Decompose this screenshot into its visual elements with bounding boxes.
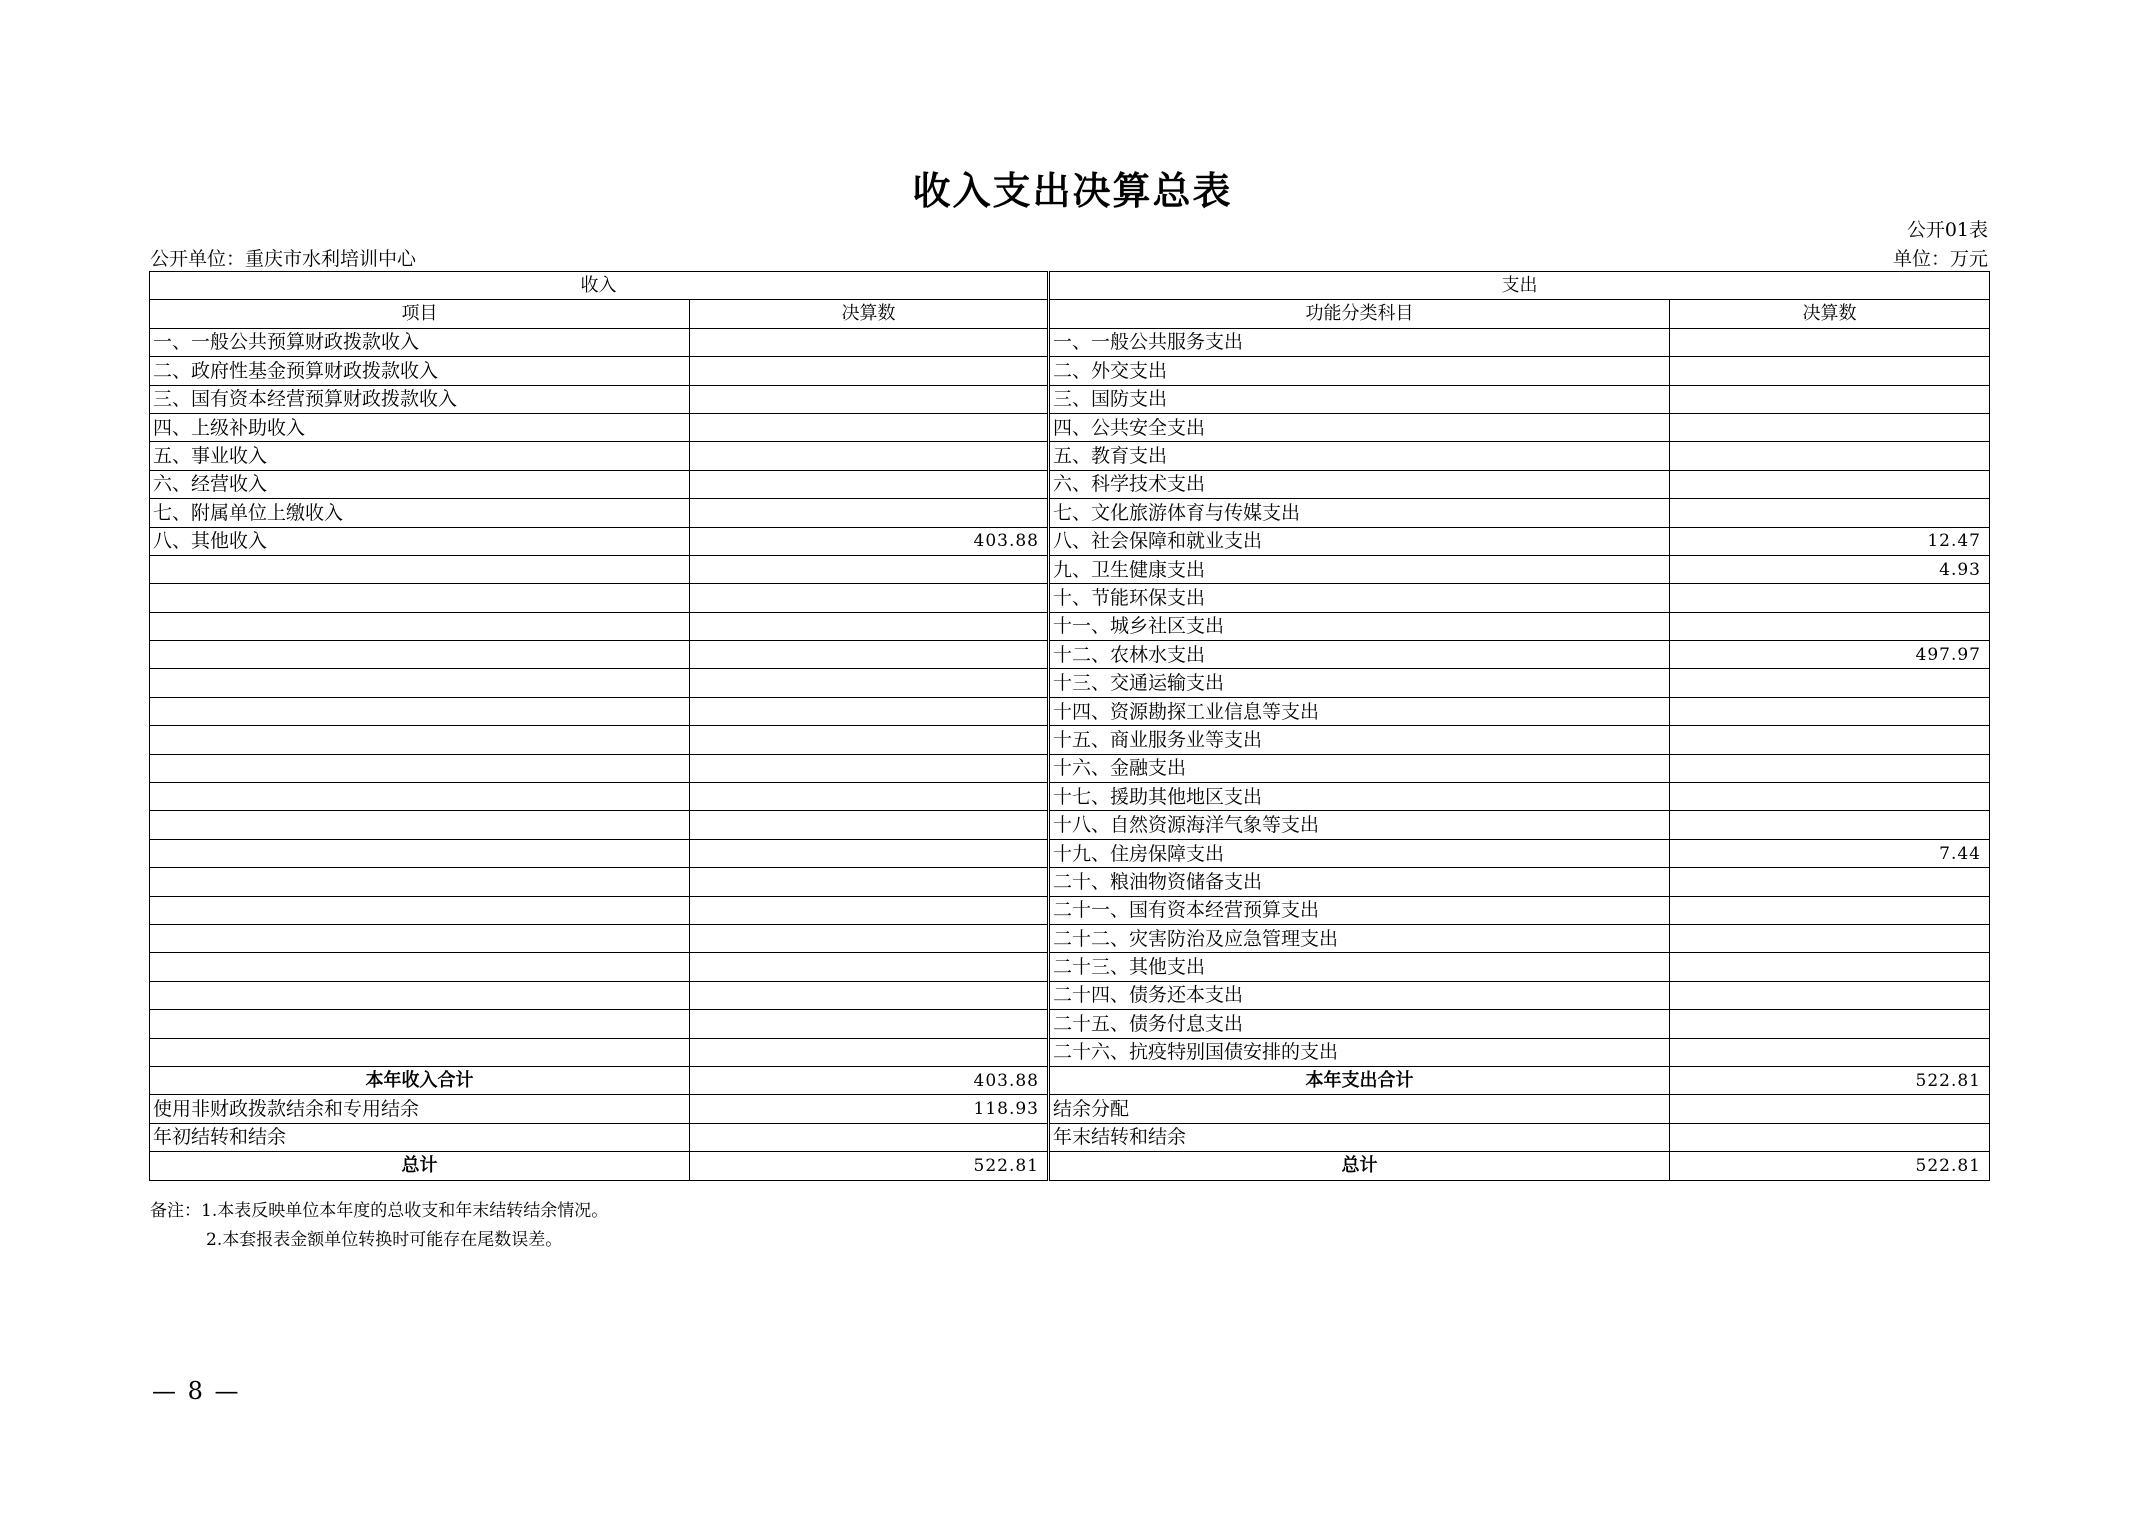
expense-item-label: 十九、住房保障支出	[1049, 839, 1670, 867]
expense-item-amount	[1670, 499, 1990, 527]
table-row	[150, 783, 1990, 811]
function-category-column-header: 功能分类科目	[1049, 300, 1670, 328]
expense-item-label: 三、国防支出	[1049, 385, 1670, 413]
expense-item-label: 八、社会保障和就业支出	[1049, 527, 1670, 555]
table-row	[150, 669, 1990, 697]
income-item-amount: 403.88	[690, 527, 1049, 555]
year-expense-total-value: 522.81	[1670, 1066, 1990, 1094]
expense-item-amount	[1670, 612, 1990, 640]
grand-total-row	[150, 1152, 1990, 1180]
expense-item-label: 十六、金融支出	[1049, 754, 1670, 782]
table-row	[150, 442, 1990, 470]
income-item-label	[150, 641, 690, 669]
expense-item-label: 十七、援助其他地区支出	[1049, 783, 1670, 811]
expense-item-amount	[1670, 811, 1990, 839]
expense-item-label: 十八、自然资源海洋气象等支出	[1049, 811, 1670, 839]
expense-item-label: 十三、交通运输支出	[1049, 669, 1670, 697]
income-item-label: 二、政府性基金预算财政拨款收入	[150, 357, 690, 385]
table-row	[150, 924, 1990, 952]
expense-item-amount	[1670, 357, 1990, 385]
expense-item-amount	[1670, 953, 1990, 981]
expense-item-amount	[1670, 697, 1990, 725]
income-item-label: 六、经营收入	[150, 470, 690, 498]
expense-item-amount: 12.47	[1670, 527, 1990, 555]
expense-item-amount	[1670, 924, 1990, 952]
table-row	[150, 584, 1990, 612]
income-item-amount	[690, 669, 1049, 697]
nonfiscal-surplus-label: 使用非财政拨款结余和专用结余	[150, 1095, 690, 1123]
ending-carryover-label: 年末结转和结余	[1049, 1123, 1670, 1151]
income-item-label	[150, 924, 690, 952]
income-item-amount	[690, 868, 1049, 896]
expense-item-label: 九、卫生健康支出	[1049, 555, 1670, 583]
expense-item-label: 十二、农林水支出	[1049, 641, 1670, 669]
expense-item-amount	[1670, 726, 1990, 754]
income-item-amount	[690, 385, 1049, 413]
expense-item-amount	[1670, 328, 1990, 356]
carryover-row	[150, 1123, 1990, 1151]
expense-amount-column-header: 决算数	[1670, 300, 1990, 328]
expense-item-label: 二、外交支出	[1049, 357, 1670, 385]
table-row	[150, 754, 1990, 782]
page-title: 收入支出决算总表	[912, 169, 1233, 213]
expense-item-label: 十四、资源勘探工业信息等支出	[1049, 697, 1670, 725]
expense-item-label: 二十六、抗疫特别国债安排的支出	[1049, 1038, 1670, 1066]
table-row	[150, 499, 1990, 527]
income-grand-total-label: 总计	[150, 1152, 690, 1180]
income-item-amount	[690, 1010, 1049, 1038]
currency-unit: 单位：万元	[1892, 248, 1988, 270]
table-row	[150, 839, 1990, 867]
expense-item-label: 二十五、债务付息支出	[1049, 1010, 1670, 1038]
expense-item-label: 六、科学技术支出	[1049, 470, 1670, 498]
expense-item-amount	[1670, 669, 1990, 697]
expense-grand-total-value: 522.81	[1670, 1152, 1990, 1180]
year-income-total-label: 本年收入合计	[150, 1066, 690, 1094]
income-grand-total-value: 522.81	[690, 1152, 1049, 1180]
table-row	[150, 811, 1990, 839]
expense-item-label: 一、一般公共服务支出	[1049, 328, 1670, 356]
expense-item-amount	[1670, 442, 1990, 470]
year-total-row	[150, 1066, 1990, 1094]
expense-item-amount	[1670, 1038, 1990, 1066]
expense-item-amount	[1670, 868, 1990, 896]
surplus-allocation-label: 结余分配	[1049, 1095, 1670, 1123]
expense-item-amount	[1670, 754, 1990, 782]
income-item-amount	[690, 357, 1049, 385]
note-2: 2.本套报表金额单位转换时可能存在尾数误差。	[206, 1230, 563, 1250]
income-item-label	[150, 896, 690, 924]
expense-item-label: 七、文化旅游体育与传媒支出	[1049, 499, 1670, 527]
surplus-allocation-value	[1670, 1095, 1990, 1123]
income-item-label	[150, 811, 690, 839]
section-header-row	[150, 272, 1990, 300]
expense-item-amount	[1670, 413, 1990, 441]
expense-item-amount	[1670, 584, 1990, 612]
income-item-label	[150, 726, 690, 754]
income-item-label	[150, 584, 690, 612]
income-item-label	[150, 783, 690, 811]
income-amount-column-header: 决算数	[690, 300, 1049, 328]
column-header-row	[150, 300, 1990, 328]
expense-item-label: 五、教育支出	[1049, 442, 1670, 470]
income-item-label	[150, 868, 690, 896]
income-item-amount	[690, 641, 1049, 669]
income-item-label	[150, 669, 690, 697]
income-item-label	[150, 697, 690, 725]
table-row	[150, 1038, 1990, 1066]
expense-item-amount	[1670, 783, 1990, 811]
income-item-amount	[690, 413, 1049, 441]
expense-grand-total-label: 总计	[1049, 1152, 1670, 1180]
income-item-label: 四、上级补助收入	[150, 413, 690, 441]
income-item-label	[150, 839, 690, 867]
table-row	[150, 357, 1990, 385]
income-item-amount	[690, 783, 1049, 811]
income-item-label	[150, 1038, 690, 1066]
income-item-label	[150, 981, 690, 1009]
expense-item-label: 二十一、国有资本经营预算支出	[1049, 896, 1670, 924]
table-row	[150, 726, 1990, 754]
income-item-amount	[690, 896, 1049, 924]
nonfiscal-surplus-row	[150, 1095, 1990, 1123]
table-row	[150, 527, 1990, 555]
income-item-amount	[690, 839, 1049, 867]
beginning-carryover-label: 年初结转和结余	[150, 1123, 690, 1151]
expense-item-label: 十一、城乡社区支出	[1049, 612, 1670, 640]
summary-table	[149, 271, 1990, 1181]
expense-item-amount	[1670, 896, 1990, 924]
income-item-label	[150, 1010, 690, 1038]
table-row	[150, 697, 1990, 725]
income-item-amount	[690, 442, 1049, 470]
item-column-header: 项目	[150, 300, 690, 328]
income-item-amount	[690, 555, 1049, 583]
income-item-label: 八、其他收入	[150, 527, 690, 555]
income-item-label	[150, 612, 690, 640]
income-item-label: 五、事业收入	[150, 442, 690, 470]
income-item-amount	[690, 499, 1049, 527]
expense-item-label: 十、节能环保支出	[1049, 584, 1670, 612]
table-row	[150, 385, 1990, 413]
income-item-amount	[690, 924, 1049, 952]
table-row	[150, 612, 1990, 640]
table-row	[150, 328, 1990, 356]
income-item-amount	[690, 811, 1049, 839]
expense-item-amount: 4.93	[1670, 555, 1990, 583]
ending-carryover-value	[1670, 1123, 1990, 1151]
note-1: 备注：1.本表反映单位本年度的总收支和年末结转结余情况。	[150, 1201, 609, 1221]
table-row	[150, 868, 1990, 896]
reporting-unit: 公开单位：重庆市水利培训中心	[150, 248, 417, 270]
income-item-amount	[690, 328, 1049, 356]
expense-item-label: 四、公共安全支出	[1049, 413, 1670, 441]
page-number: — 8 —	[152, 1377, 241, 1405]
table-row	[150, 981, 1990, 1009]
income-item-amount	[690, 953, 1049, 981]
year-income-total-value: 403.88	[690, 1066, 1049, 1094]
table-row	[150, 953, 1990, 981]
form-code: 公开01表	[1906, 219, 1988, 241]
expense-item-label: 二十四、债务还本支出	[1049, 981, 1670, 1009]
income-item-label	[150, 555, 690, 583]
expense-item-amount: 497.97	[1670, 641, 1990, 669]
expense-item-amount: 7.44	[1670, 839, 1990, 867]
table-row	[150, 555, 1990, 583]
year-expense-total-label: 本年支出合计	[1049, 1066, 1670, 1094]
income-item-label	[150, 754, 690, 782]
expense-item-label: 二十二、灾害防治及应急管理支出	[1049, 924, 1670, 952]
expense-item-amount	[1670, 1010, 1990, 1038]
table-row	[150, 641, 1990, 669]
nonfiscal-surplus-value: 118.93	[690, 1095, 1049, 1123]
expense-item-label: 二十三、其他支出	[1049, 953, 1670, 981]
expense-item-label: 二十、粮油物资储备支出	[1049, 868, 1670, 896]
income-item-amount	[690, 754, 1049, 782]
income-item-amount	[690, 470, 1049, 498]
beginning-carryover-value	[690, 1123, 1049, 1151]
expense-item-amount	[1670, 981, 1990, 1009]
expense-item-label: 十五、商业服务业等支出	[1049, 726, 1670, 754]
table-row	[150, 1010, 1990, 1038]
income-item-amount	[690, 612, 1049, 640]
notes	[150, 1197, 608, 1255]
table-row	[150, 896, 1990, 924]
income-item-amount	[690, 726, 1049, 754]
table-row	[150, 470, 1990, 498]
income-item-label	[150, 953, 690, 981]
table-row	[150, 413, 1990, 441]
income-item-amount	[690, 981, 1049, 1009]
income-header: 收入	[150, 272, 1049, 300]
income-item-label: 三、国有资本经营预算财政拨款收入	[150, 385, 690, 413]
income-item-amount	[690, 1038, 1049, 1066]
expense-item-amount	[1670, 470, 1990, 498]
expense-header: 支出	[1049, 272, 1990, 300]
income-item-amount	[690, 584, 1049, 612]
expense-item-amount	[1670, 385, 1990, 413]
income-item-label: 一、一般公共预算财政拨款收入	[150, 328, 690, 356]
income-item-label: 七、附属单位上缴收入	[150, 499, 690, 527]
income-item-amount	[690, 697, 1049, 725]
